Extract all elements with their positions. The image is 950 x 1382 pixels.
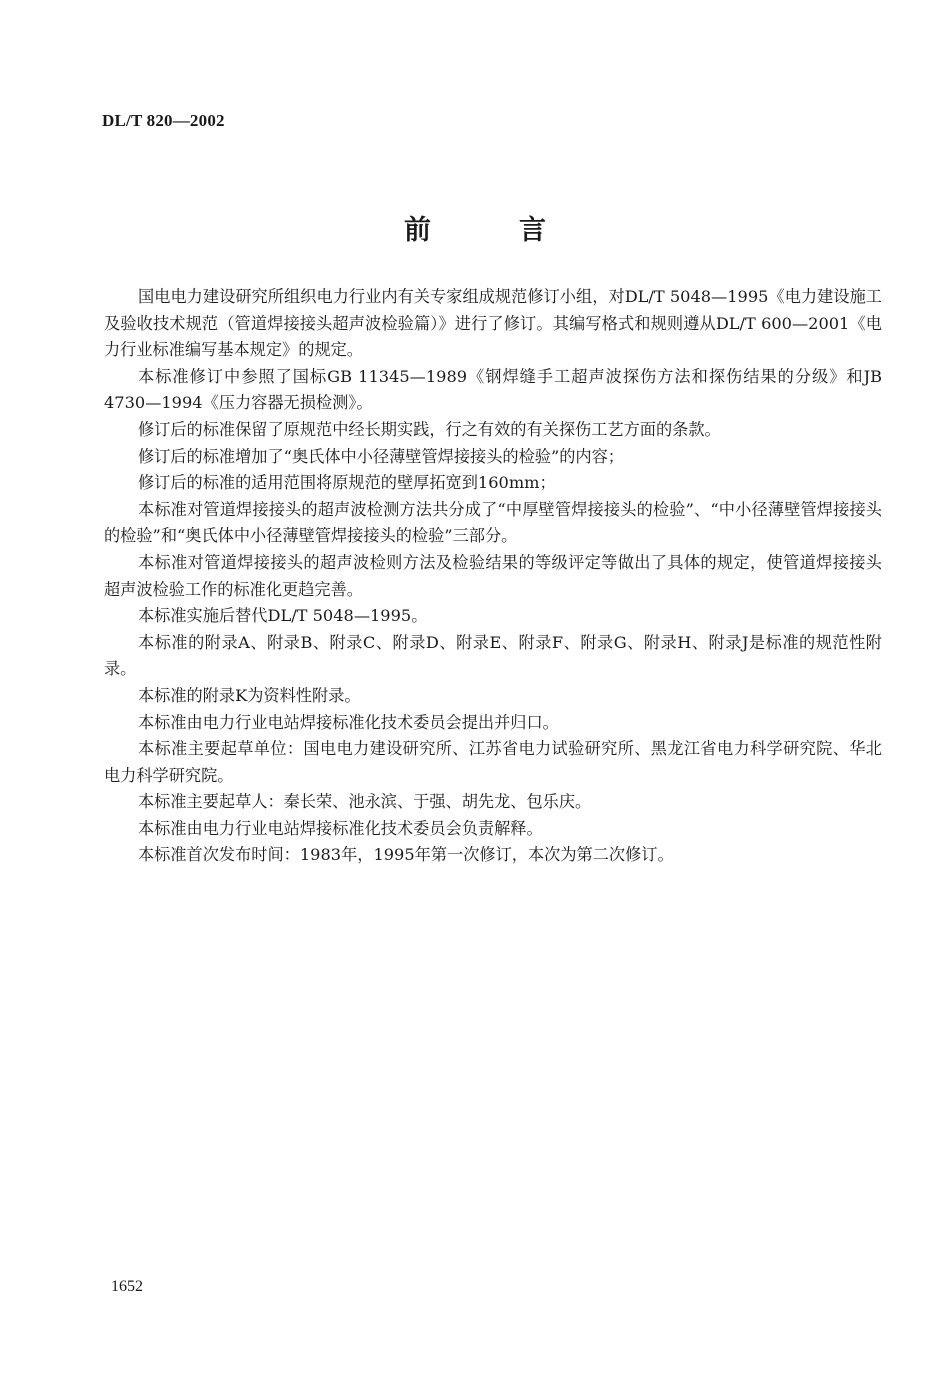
page-title — [0, 208, 950, 247]
paragraph: 本标准首次发布时间：1983年，1995年第一次修订，本次为第二次修订。 — [138, 845, 674, 865]
paragraph: 本标准由电力行业电站焊接标准化技术委员会负责解释。 — [138, 818, 543, 838]
paragraph: 国电电力建设研究所组织电力行业内有关专家组成规范修订小组，对DL/T 5048—1995《电力建设施工及验收技术规范（管道焊接接头超声波检验篇）》进行了修订。其编写格式和规则遵从DL/T 600—2001《电力行业标准编写基本规定》的规定。 — [104, 287, 882, 360]
standard-code: DL/T 820—2002 — [102, 111, 225, 130]
paragraph: 本标准主要起草单位：国电电力建设研究所、江苏省电力试验研究所、黑龙江省电力科学研究院、华北电力科学研究院。 — [104, 739, 882, 785]
page-number: 1652 — [111, 1278, 143, 1295]
paragraph: 修订后的标准的适用范围将原规范的壁厚拓宽到160mm； — [138, 473, 556, 493]
paragraph: 本标准由电力行业电站焊接标准化技术委员会提出并归口。 — [138, 712, 559, 732]
paragraph: 修订后的标准增加了“奥氏体中小径薄壁管焊接接头的检验”的内容； — [138, 446, 624, 466]
paragraph: 本标准修订中参照了国标GB 11345—1989《钢焊缝手工超声波探伤方法和探伤结果的分级》和JB 4730—1994《压力容器无损检测》。 — [104, 366, 882, 413]
title-char-2: 言 — [519, 215, 546, 246]
paragraph: 本标准实施后替代DL/T 5048—1995。 — [138, 606, 428, 626]
paragraph: 本标准对管道焊接接头的超声波检则方法及检验结果的等级评定等做出了具体的规定，使管道焊接接头超声波检验工作的标准化更趋完善。 — [104, 552, 882, 599]
paragraph: 本标准的附录A、附录B、附录C、附录D、附录E、附录F、附录G、附录H、附录J是标准的规范性附录。 — [104, 632, 882, 679]
paragraph: 本标准的附录K为资料性附录。 — [138, 685, 361, 705]
title-char-1: 前 — [404, 215, 431, 246]
foreword-body — [104, 284, 882, 869]
paragraph: 本标准主要起草人：秦长荣、池永滨、于强、胡先龙、包乐庆。 — [138, 792, 592, 812]
paragraph: 修订后的标准保留了原规范中经长期实践，行之有效的有关探伤工艺方面的条款。 — [138, 419, 721, 439]
paragraph: 本标准对管道焊接接头的超声波检测方法共分成了“中厚壁管焊接接头的检验”、“中小径薄壁管焊接接头的检验”和“奥氏体中小径薄壁管焊接接头的检验”三部分。 — [104, 499, 882, 546]
